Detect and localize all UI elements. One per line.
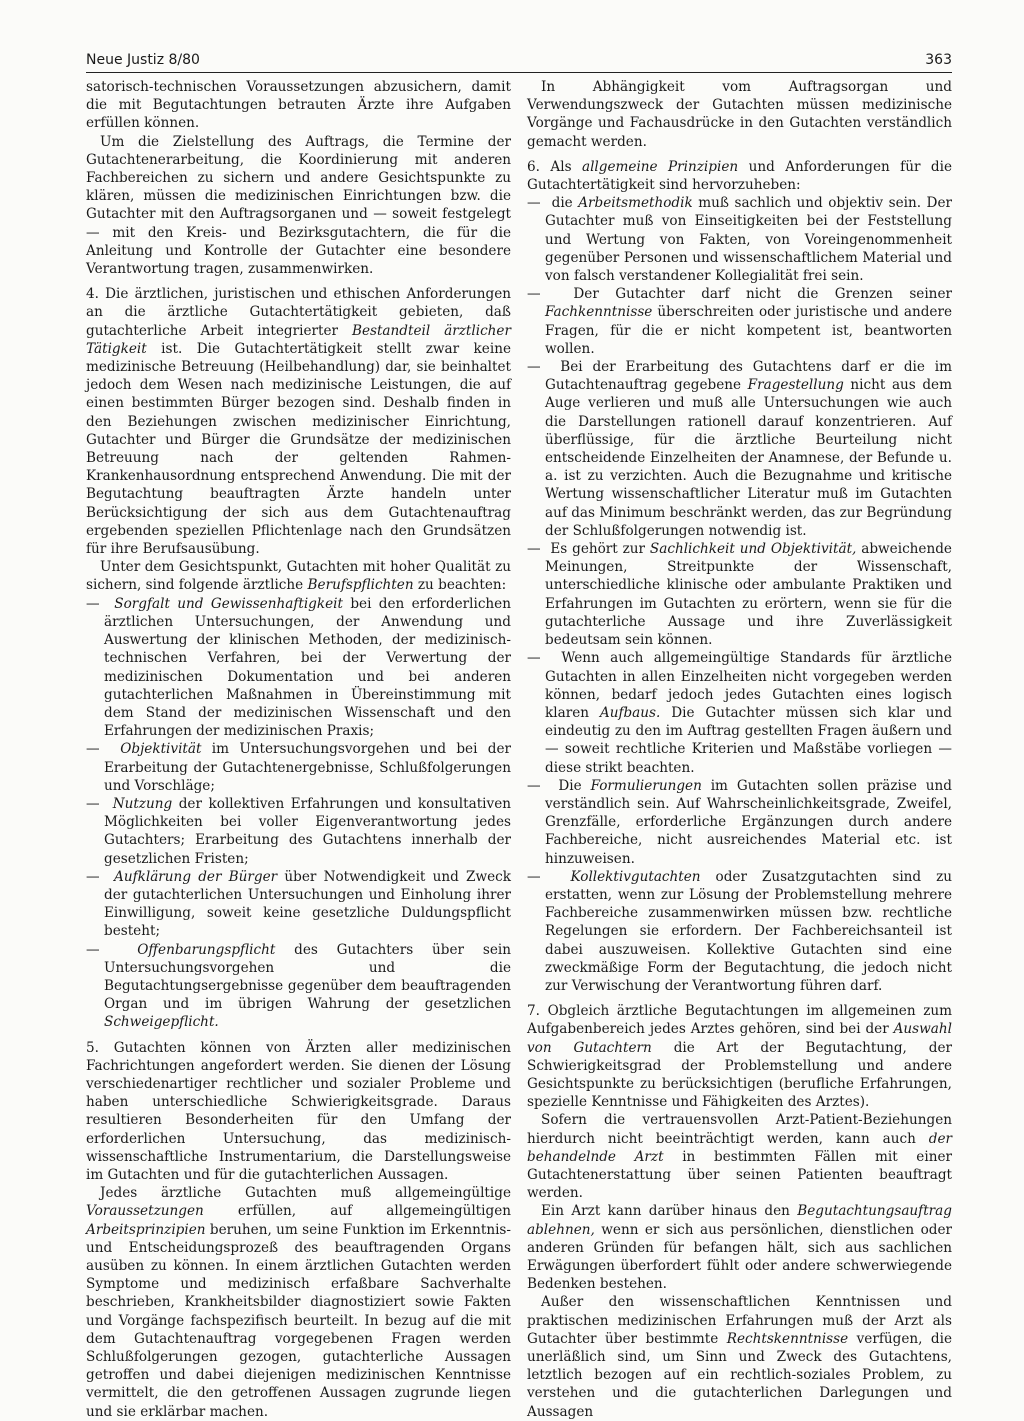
section-7: 7. Obgleich ärztliche Begutachtungen im allgemeinen zum Aufgabenbereich jedes Arztes gehören, sind bei der Auswahl von Gutachtern die Art der Begutachtung, der Schwierigkeitsgrad der Problemstellung und andere Gesichtspunkte zu berücksichtigen (berufliche Erfahrungen, spezielle Kenntnisse und Fähigkeiten des Arztes). [527, 1003, 953, 1111]
list-item: — Wenn auch allgemeingültige Standards für ärztliche Gutachten in allen Einzelheiten nicht vorgegeben werden können, bedarf jedoch jedes Gutachten eines logisch klaren Aufbaus. Die Gutachter müssen sich klar und eindeutig zu den im Auftrag gestellten Fragen äußern und — soweit rechtliche Kriterien und Maßstäbe vorliegen — diese strikt beachten. [527, 650, 952, 776]
list-item: — Es gehört zur Sachlichkeit und Objektivität, abweichende Meinungen, Streitpunkte der Wissenschaft, unterschiedliche klinische oder ambulante Praktiken und Erfahrungen im Gutachten zu erörtern, wenn sie für die gutachterliche Aussage und ihre Zuverlässigkeit bedeutsam sein können. [527, 541, 952, 649]
list-item: — Offenbarungspflicht des Gutachters über sein Untersuchungsvorgehen und die Begutachtungsergebnisse gegenüber dem beauftragenden Organ und im übrigen Wahrung der gesetzlichen Schweigepflicht. [86, 941, 511, 1031]
paragraph: satorisch-technischen Voraussetzungen abzusichern, damit die mit Begutachtungen betrauten Ärzte ihre Aufgaben erfüllen können. [86, 79, 511, 132]
list-item: — Die Formulierungen im Gutachten sollen präzise und verständlich sein. Auf Wahrscheinlichkeitsgrade, Zweifel, Grenzfälle, erforderliche Ergänzungen durch andere Fachbereiche, nicht ausreichendes Material etc. ist hinzuweisen. [527, 777, 952, 867]
list-item: — Objektivität im Untersuchungsvorgehen und bei der Erarbeitung der Gutachtenergebnisse, Schlußfolgerungen und Vorschläge; [86, 741, 511, 794]
list-item: — Aufklärung der Bürger über Notwendigkeit und Zweck der gutachterlichen Untersuchungen und Einholung ihrer Einwilligung, soweit keine gesetzliche Duldungspflicht besteht; [86, 868, 511, 940]
left-column [86, 78, 511, 1421]
section-5: 5. Gutachten können von Ärzten aller medizinischen Fachrichtungen angefordert werden. Sie dienen der Lösung verschiedenartiger rechtlicher und sozialer Probleme und haben unterschiedliche Schwierigkeitsgrade. Daraus resultieren Besonderheiten für den Umfang der erforderlichen Untersuchung, das medizinisch-wissenschaftliche Instrumentarium, die Darstellungsweise im Gutachten und für die gutachterlichen Aussagen. [86, 1039, 511, 1183]
list-item: — die Arbeitsmethodik muß sachlich und objektiv sein. Der Gutachter muß von Einseitigkeiten bei der Feststellung und Wertung von Fakten, von Voreingenommenheit gegenüber Personen und wissenschaftlichem Material und von falsch verstandener Kollegialität frei sein. [527, 195, 952, 285]
list-item: — Der Gutachter darf nicht die Grenzen seiner Fachkenntnisse überschreiten oder juristische und andere Fragen, für die er nicht kompetent ist, beantworten wollen. [527, 286, 952, 357]
list-item: — Kollektivgutachten oder Zusatzgutachten sind zu erstatten, wenn zur Lösung der Problemstellung mehrere Fachbereiche zusammenwirken müssen bzw. rechtliche Regelungen sie erfordern. Der Fachbereichsanteil ist dabei auszuweisen. Kollektive Gutachten sind eine zweckmäßige Form der Begutachtung, die jedoch nicht zur Verwischung der Verantwortung führen darf. [527, 868, 952, 994]
page-header [86, 52, 952, 72]
journal-title: Neue Justiz 8/80 [86, 52, 200, 68]
list-item: — Nutzung der kollektiven Erfahrungen und konsultativen Möglichkeiten bei voller Eigenverantwortung jedes Gutachters; Erarbeitung des Gutachtens innerhalb der gesetzlichen Fristen; [86, 795, 511, 867]
header-rule [86, 72, 952, 73]
section-4: 4. Die ärztlichen, juristischen und ethischen Anforderungen an die ärztliche Gutachtertätigkeit gebieten, daß gutachterliche Arbeit integrierter Bestandteil ärztlicher Tätigkeit ist. Die Gutachtertätigkeit stellt zwar keine medizinische Betreuung (Heilbehandlung) dar, sie beinhaltet jedoch dem Wesen nach medizinische Leistungen, die auf einen bestimmten Bürger bezogen sind. Deshalb finden in den Beziehungen zwischen medizinischer Einrichtung, Gutachter und Bürger die Grundsätze der medizinischen Betreuung nach der geltenden Rahmen-Krankenhausordnung entsprechend Anwendung. Die mit der Begutachtung beauftragten Ärzte handeln unter Berücksichtigung der sich aus dem Gutachtenauftrag ergebenden speziellen Pflichtenlage nach den Grundsätzen für ihre Berufsausübung. [86, 286, 511, 558]
list-item: — Bei der Erarbeitung des Gutachtens darf er die im Gutachtenauftrag gegebene Fragestellung nicht aus dem Auge verlieren und muß alle Untersuchungen wie auch die Darstellungen rationell darauf konzentrieren. Auf überflüssige, für die ärztliche Beurteilung nicht entscheidende Einzelheiten der Anamnese, der Befunde u. a. ist zu verzichten. Auch die Bezugnahme und kritische Wertung wissenschaftlicher Literatur muß im Gutachten auf das Minimum beschränkt werden, das zur Begründung der Schlußfolgerungen notwendig ist. [527, 359, 952, 539]
list-item: — Sorgfalt und Gewissenhaftigkeit bei den erforderlichen ärztlichen Untersuchungen, der Anwendung und Auswertung der klinischen Methoden, der medizinisch-technischen Verfahren, bei der Verwertung der medizinischen Dokumentation und bei anderen gutachterlichen Maßnahmen in Übereinstimmung mit dem Stand der medizinischen Wissenschaft und den Erfahrungen der medizinischen Praxis; [86, 595, 511, 740]
paragraph: Sofern die vertrauensvollen Arzt-Patient-Beziehungen hierdurch nicht beeinträchtigt werden, kann auch der behandelnde Arzt in bestimmten Fällen mit einer Gutachtenerstattung über seinen Patienten beauftragt werden. [527, 1112, 952, 1202]
page-number: 363 [925, 52, 952, 68]
section-6: 6. Als allgemeine Prinzipien und Anforderungen für die Gutachtertätigkeit sind hervorzuheben: [527, 158, 952, 194]
paragraph: Unter dem Gesichtspunkt, Gutachten mit hoher Qualität zu sichern, sind folgende ärztliche Berufspflichten zu beachten: [86, 559, 511, 594]
paragraph: Außer den wissenschaftlichen Kenntnissen und praktischen medizinischen Erfahrungen muß der Arzt als Gutachter über bestimmte Rechtskenntnisse verfügen, die unerläßlich sind, um Sinn und Zweck des Gutachtens, letztlich bezogen auf ein rechtlich-soziales Problem, zu verstehen und die gutachterlichen Darlegungen und Aussagen [527, 1294, 952, 1420]
paragraph: Jedes ärztliche Gutachten muß allgemeingültige Voraussetzungen erfüllen, auf allgemeingültigen Arbeitsprinzipien beruhen, um seine Funktion im Erkenntnis- und Entscheidungsprozeß des beauftragenden Organs ausüben zu können. In einem ärztlichen Gutachten werden Symptome und medizinisch erfaßbare Sachverhalte beschrieben, Krankheitsbilder diagnostiziert sowie Fakten und Vorgänge fachspezifisch beurteilt. In bezug auf die mit dem Gutachtenauftrag vorgegebenen Fragen werden Schlußfolgerungen gezogen, gutachterliche Aussagen getroffen und dabei diejenigen medizinischen Kenntnisse vermittelt, die den getroffenen Aussagen zugrunde liegen und sie erklärbar machen. [86, 1185, 511, 1420]
paragraph: In Abhängigkeit vom Auftragsorgan und Verwendungszweck der Gutachten müssen medizinische Vorgänge und Fachausdrücke in den Gutachten verständlich gemacht werden. [527, 79, 952, 150]
right-column [527, 78, 952, 1421]
paragraph: Um die Zielstellung des Auftrags, die Termine der Gutachtenerarbeitung, die Koordinierung mit anderen Fachbereichen zu sichern und andere Gesichtspunkte zu klären, müssen die medizinischen Einrichtungen bzw. die Gutachter mit den Auftragsorganen und — soweit festgelegt — mit den Kreis- und Bezirksgutachtern, die für die Anleitung und Kontrolle der Gutachter eine besondere Verantwortung tragen, zusammenwirken. [86, 133, 511, 278]
paragraph: Ein Arzt kann darüber hinaus den Begutachtungsauftrag ablehnen, wenn er sich aus persönlichen, dienstlichen oder anderen Gründen für befangen hält, sich aus sachlichen Erwägungen überfordert fühlt oder andere schwerwiegende Bedenken bestehen. [527, 1203, 952, 1293]
